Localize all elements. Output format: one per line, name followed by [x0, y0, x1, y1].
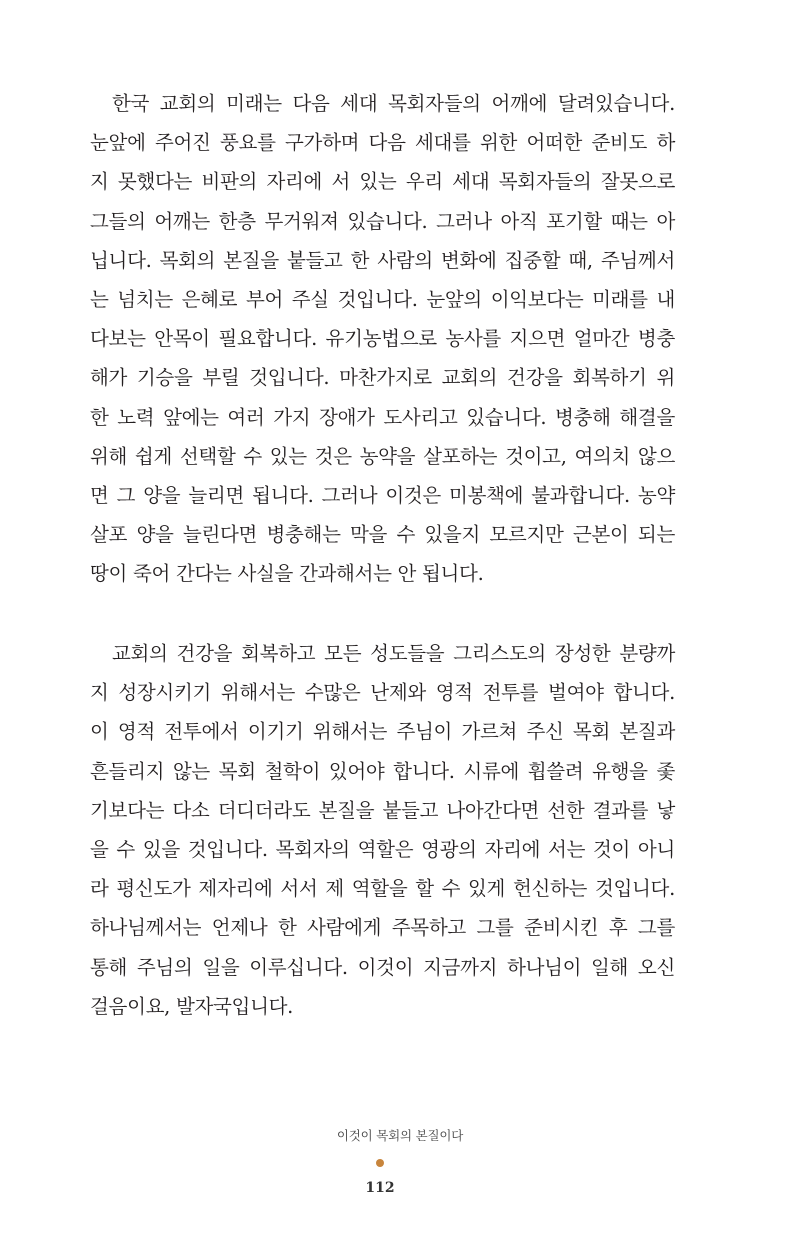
text-line: 을 수 있을 것입니다. 목회자의 역할은 영광의 자리에 서는 것이 아니	[90, 837, 675, 861]
text-line: 한국 교회의 미래는 다음 세대 목회자들의 어깨에 달려있습니다.	[112, 92, 675, 115]
text-line: 흔들리지 않는 목회 철학이 있어야 합니다. 시류에 휩쓸려 유행을 좇	[90, 759, 675, 783]
text-line: 한 노력 앞에는 여러 가지 장애가 도사리고 있습니다. 병충해 해결을	[90, 405, 675, 429]
text-line: 걸음이요, 발자국입니다.	[90, 994, 294, 1018]
page-dot-ornament	[376, 1159, 384, 1167]
running-title: 이것이 목회의 본질이다	[336, 1128, 464, 1143]
text-line: 지 성장시키기 위해서는 수많은 난제와 영적 전투를 벌여야 합니다.	[90, 681, 675, 705]
text-line: 라 평신도가 제자리에 서서 제 역할을 할 수 있게 헌신하는 것입니다.	[90, 877, 675, 901]
paragraph-1	[90, 84, 675, 593]
text-line: 면 그 양을 늘리면 됩니다. 그러나 이것은 미봉책에 불과합니다. 농약	[90, 483, 675, 507]
text-line: 그들의 어깨는 한층 무거워져 있습니다. 그러나 아직 포기할 때는 아	[90, 209, 675, 233]
text-line: 이 영적 전투에서 이기기 위해서는 주님이 가르쳐 주신 목회 본질과	[90, 720, 675, 744]
text-line: 눈앞에 주어진 풍요를 구가하며 다음 세대를 위한 어떠한 준비도 하	[90, 131, 675, 155]
text-line: 하나님께서는 언제나 한 사람에게 주목하고 그를 준비시킨 후 그를	[90, 916, 675, 940]
text-line: 닙니다. 목회의 본질을 붙들고 한 사람의 변화에 집중할 때, 주님께서	[90, 248, 675, 272]
text-line: 다보는 안목이 필요합니다. 유기농법으로 농사를 지으면 얼마간 병충	[90, 327, 675, 351]
text-line: 위해 쉽게 선택할 수 있는 것은 농약을 살포하는 것이고, 여의치 않으	[90, 444, 675, 468]
text-line: 해가 기승을 부릴 것입니다. 마찬가지로 교회의 건강을 회복하기 위	[90, 366, 675, 390]
paragraph-2	[90, 634, 675, 1026]
text-line: 기보다는 다소 더디더라도 본질을 붙들고 나아간다면 선한 결과를 낳	[90, 798, 675, 822]
text-line: 통해 주님의 일을 이루십니다. 이것이 지금까지 하나님이 일해 오신	[90, 955, 675, 979]
text-line: 교회의 건강을 회복하고 모든 성도들을 그리스도의 장성한 분량까	[112, 642, 675, 665]
text-line: 는 넘치는 은혜로 부어 주실 것입니다. 눈앞의 이익보다는 미래를 내	[90, 287, 675, 311]
text-line: 지 못했다는 비판의 자리에 서 있는 우리 세대 목회자들의 잘못으로	[90, 170, 675, 194]
page-number: 112	[365, 1180, 395, 1196]
text-line: 살포 양을 늘린다면 병충해는 막을 수 있을지 모르지만 근본이 되는	[90, 523, 675, 547]
text-line: 땅이 죽어 간다는 사실을 간과해서는 안 됩니다.	[90, 562, 484, 586]
